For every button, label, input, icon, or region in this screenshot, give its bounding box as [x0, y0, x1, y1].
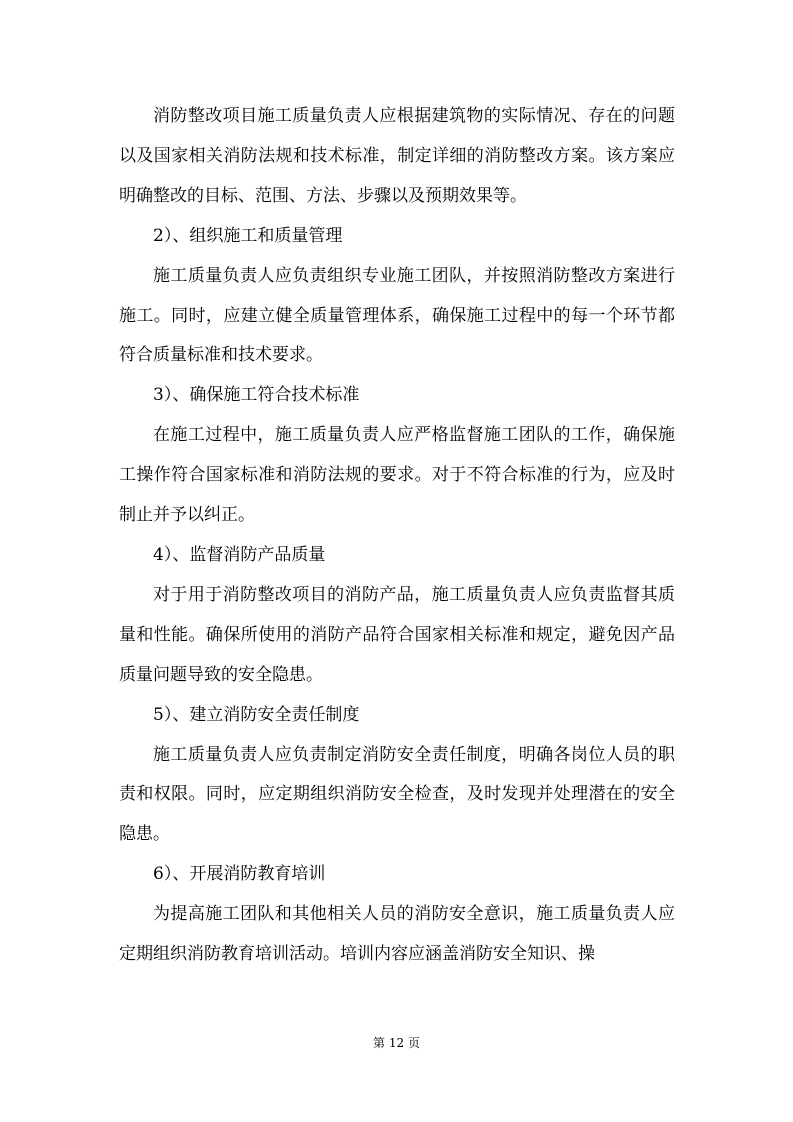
paragraph-1: 消防整改项目施工质量负责人应根据建筑物的实际情况、存在的问题以及国家相关消防法规和技术标准，制定详细的消防整改方案。该方案应明确整改的目标、范围、方法、步骤以及预期效果等。 [119, 106, 675, 206]
paragraph-6: 为提高施工团队和其他相关人员的消防安全意识，施工质量负责人应定期组织消防教育培训活动。培训内容应涵盖消防安全知识、操 [119, 904, 675, 965]
section-heading-2: 2）、组织施工和质量管理 [153, 225, 343, 246]
paragraph-2: 施工质量负责人应负责组织专业施工团队，并按照消防整改方案进行施工。同时，应建立健全质量管理体系，确保施工过程中的每一个环节都符合质量标准和技术要求。 [119, 265, 675, 366]
section-heading-4: 4）、监督消防产品质量 [153, 544, 326, 565]
section-heading-6: 6）、开展消防教育培训 [153, 864, 326, 885]
paragraph-4: 对于用于消防整改项目的消防产品，施工质量负责人应负责监督其质量和性能。确保所使用的消防产品符合国家相关标准和规定，避免因产品质量问题导致的安全隐患。 [119, 584, 675, 685]
section-heading-3: 3）、确保施工符合技术标准 [153, 385, 360, 406]
section-heading-5: 5）、建立消防安全责任制度 [153, 704, 360, 725]
page-number-footer: 第 12 页 [373, 1036, 420, 1050]
document-body [119, 97, 675, 975]
paragraph-3: 在施工过程中，施工质量负责人应严格监督施工团队的工作，确保施工操作符合国家标准和消防法规的要求。对于不符合标准的行为，应及时制止并予以纠正。 [119, 425, 675, 526]
paragraph-5: 施工质量负责人应负责制定消防安全责任制度，明确各岗位人员的职责和权限。同时，应定期组织消防安全检查，及时发现并处理潜在的安全隐患。 [119, 744, 675, 845]
